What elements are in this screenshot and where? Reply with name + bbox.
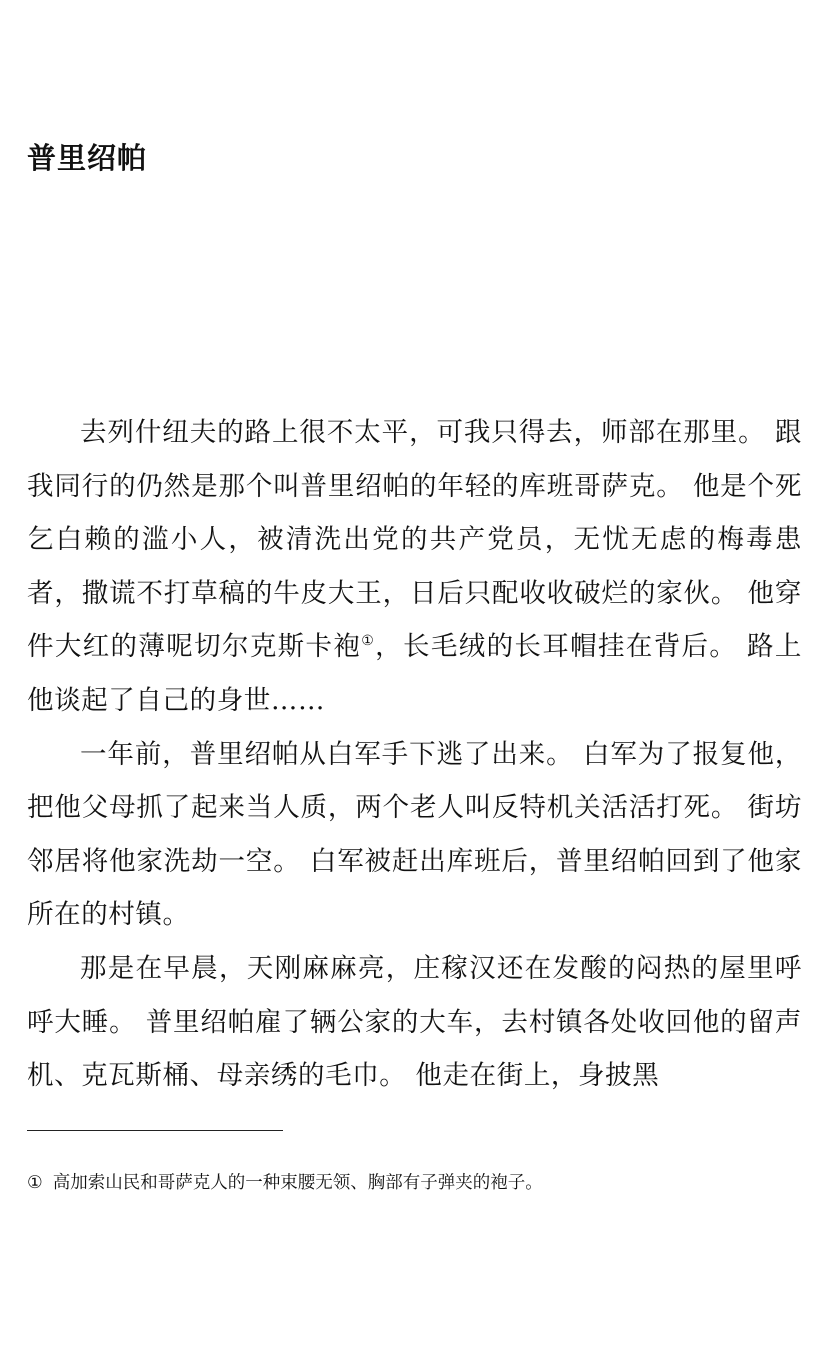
paragraph-1-text-before-ref: 去列什纽夫的路上很不太平，可我只得去，师部在那里。 跟我同行的仍然是那个叫普里绍帕的年轻的库班哥萨克。 他是个死乞白赖的滥小人，被清洗出党的共产党员，无忧无虑的梅毒患者，撒谎不打草稿的牛皮大王，日后只配收收破烂的家伙。 他穿件大红的薄呢切尔克斯卡袍 — [27, 417, 802, 663]
paragraph-1 — [27, 406, 802, 728]
footnote — [27, 1170, 802, 1196]
paragraph-2: 一年前，普里绍帕从白军手下逃了出来。 白军为了报复他，把他父母抓了起来当人质，两个老人叫反特机关活活打死。 街坊邻居将他家洗劫一空。 白军被赶出库班后，普里绍帕回到了他家所在的村镇。 — [27, 738, 802, 931]
chapter-body — [27, 406, 802, 1103]
footnote-text: 高加索山民和哥萨克人的一种束腰无领、胸部有子弹夹的袍子。 — [52, 1173, 543, 1193]
paragraph-3: 那是在早晨，天刚麻麻亮，庄稼汉还在发酸的闷热的屋里呼呼大睡。 普里绍帕雇了辆公家的大车，去村镇各处收回他的留声机、克瓦斯桶、母亲绣的毛巾。 他走在街上，身披黑 — [27, 952, 802, 1092]
chapter-title: 普里绍帕 — [27, 141, 148, 175]
footnote-reference-mark[interactable]: ① — [361, 633, 376, 650]
paragraph-1-text-after-ref: ，长毛绒的长耳帽挂在背后。 路上他谈起了自己的身世…… — [27, 631, 802, 716]
footnote-mark: ① — [27, 1173, 43, 1193]
footnote-divider — [27, 1130, 283, 1131]
